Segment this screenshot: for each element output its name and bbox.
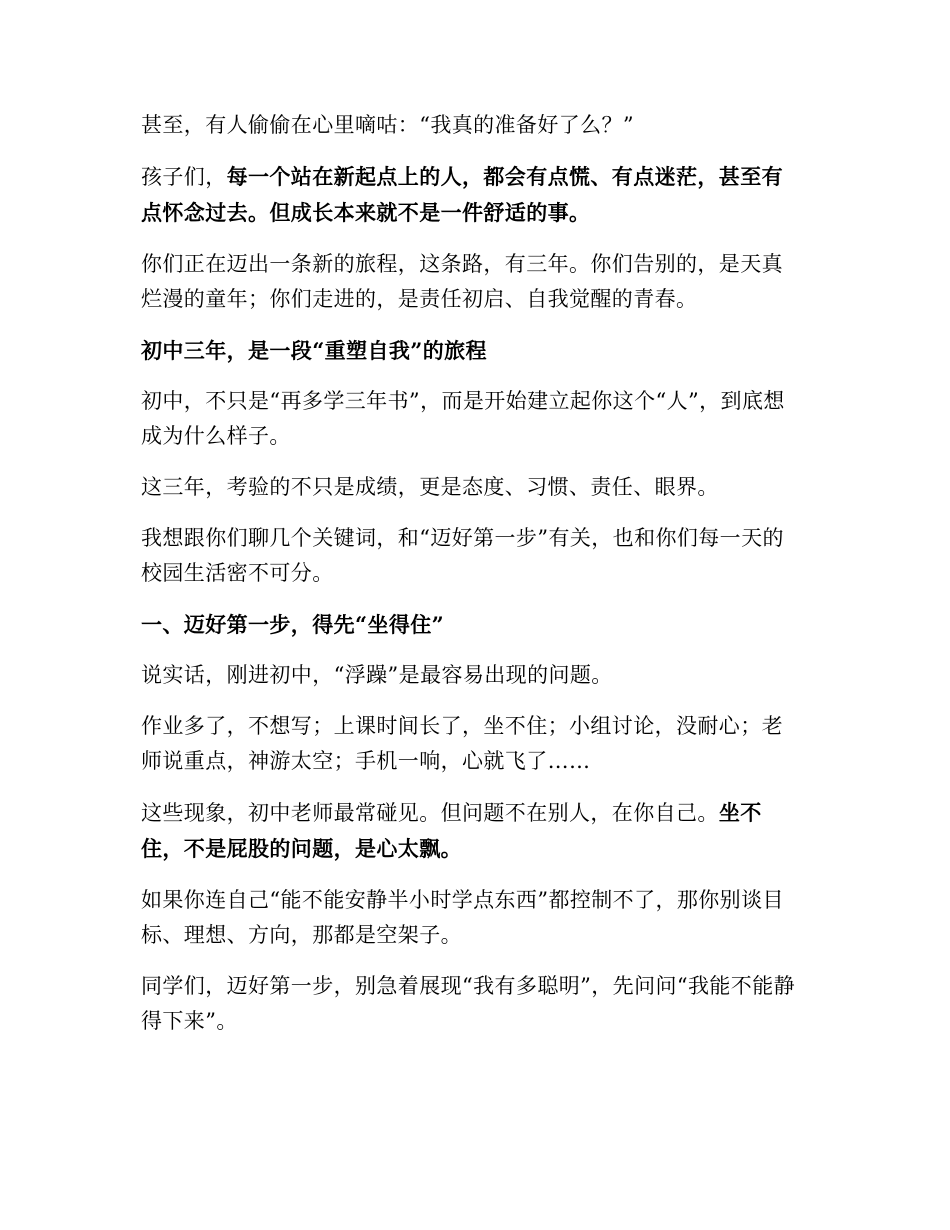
paragraph-text: 初中，不只是“再多学三年书”，而是开始建立起你这个“人”，到底想成为什么样子。 — [141, 389, 785, 448]
section-heading: 一、迈好第一步，得先“坐得住” — [141, 612, 445, 637]
paragraph-text: 孩子们， — [141, 165, 227, 189]
paragraph-bold-text: 坐不住，不是屁股的问题，是心太飘。 — [141, 800, 762, 861]
paragraph-text: 这些现象，初中老师最常碰见。但问题不在别人，在你自己。 — [141, 801, 719, 825]
paragraph-text: 同学们，迈好第一步，别急着展现“我有多聪明”，先问问“我能不能静得下来”。 — [141, 974, 796, 1033]
paragraph — [141, 658, 796, 693]
paragraph-text: 甚至，有人偷偷在心里嘀咕：“我真的准备好了么？” — [141, 113, 635, 137]
paragraph — [141, 795, 796, 867]
paragraph-text: 说实话，刚进初中，“浮躁”是最容易出现的问题。 — [141, 663, 613, 687]
paragraph-text: 你们正在迈出一条新的旅程，这条路，有三年。你们告别的，是天真烂漫的童年；你们走进的，是责任初启、自我觉醒的青春。 — [141, 252, 783, 311]
paragraph — [141, 883, 796, 953]
paragraph — [141, 521, 796, 591]
paragraph — [141, 969, 796, 1039]
paragraph — [141, 709, 796, 779]
paragraph — [141, 470, 796, 505]
paragraph-text: 如果你连自己“能不能安静半小时学点东西”都控制不了，那你别谈目标、理想、方向，那都是空架子。 — [141, 888, 784, 947]
paragraph-text: 我想跟你们聊几个关键词，和“迈好第一步”有关，也和你们每一天的校园生活密不可分。 — [141, 526, 784, 585]
paragraph — [141, 247, 796, 317]
paragraph-text: 这三年，考验的不只是成绩，更是态度、习惯、责任、眼界。 — [141, 475, 719, 499]
paragraph — [141, 384, 796, 454]
paragraph-bold-text: 每一个站在新起点上的人，都会有点慌、有点迷茫，甚至有点怀念过去。但成长本来就不是一件舒适的事。 — [141, 164, 784, 225]
paragraph — [141, 108, 796, 143]
paragraph-text: 作业多了，不想写；上课时间长了，坐不住；小组讨论，没耐心；老师说重点，神游太空；手机一响，心就飞了…… — [141, 714, 783, 773]
document-body — [141, 108, 796, 1055]
section-heading: 初中三年，是一段“重塑自我”的旅程 — [141, 338, 487, 363]
paragraph — [141, 159, 796, 231]
